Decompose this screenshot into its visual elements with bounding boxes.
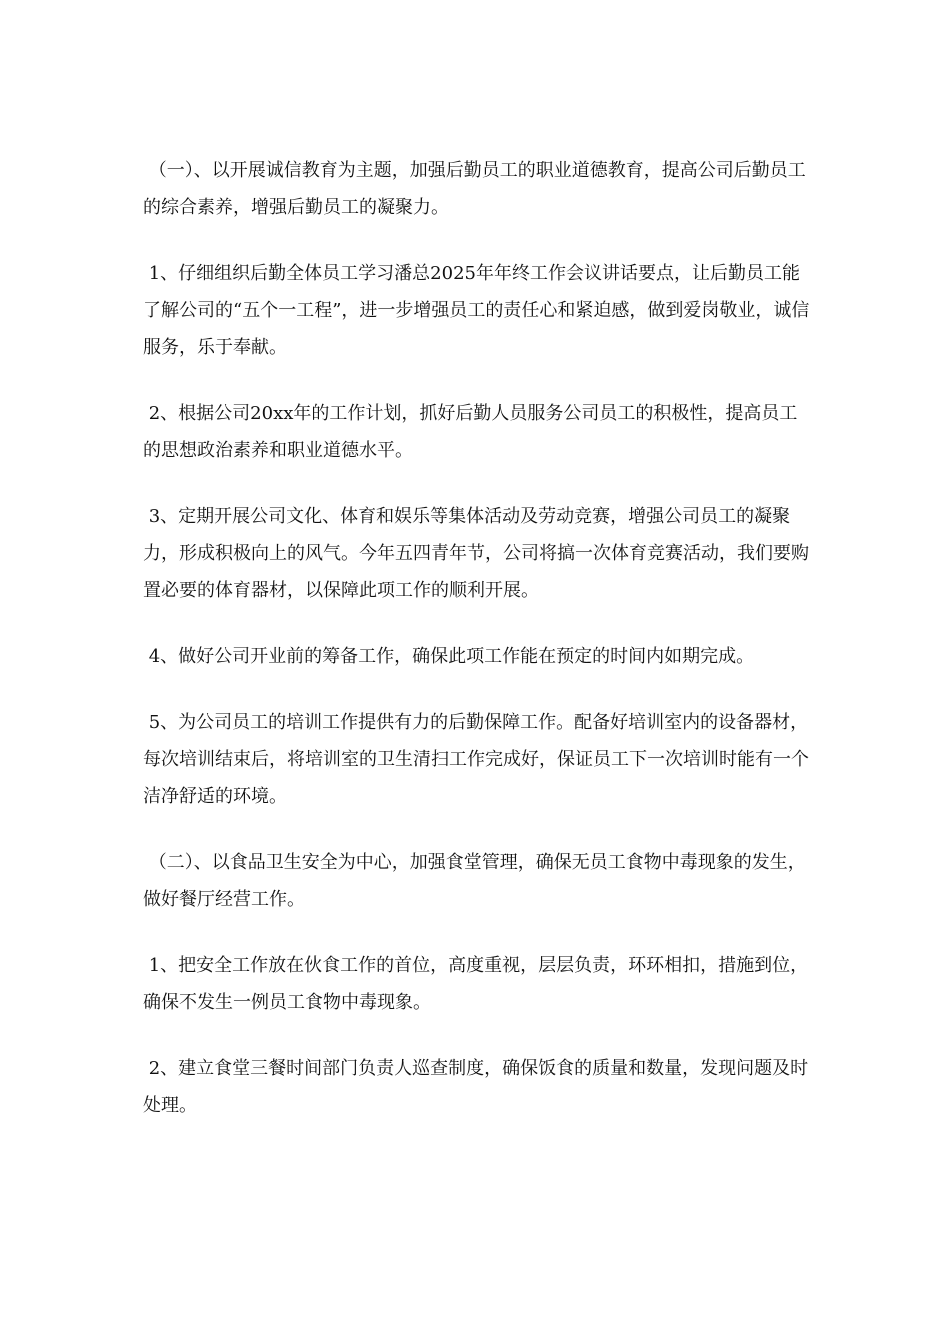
paragraph-item-1-5: 5、为公司员工的培训工作提供有力的后勤保障工作。配备好培训室内的设备器材，每次培训结束后，将培训室的卫生清扫工作完成好，保证员工下一次培训时能有一个洁净舒适的环境。 (143, 712, 809, 807)
paragraph-item-1-3: 3、定期开展公司文化、体育和娱乐等集体活动及劳动竞赛，增强公司员工的凝聚力，形成积极向上的风气。今年五四青年节，公司将搞一次体育竞赛活动，我们要购置必要的体育器材，以保障此项工作的顺利开展。 (143, 506, 809, 601)
paragraph-item-1-2: 2、根据公司20xx年的工作计划，抓好后勤人员服务公司员工的积极性，提高员工的思想政治素养和职业道德水平。 (143, 403, 798, 461)
paragraph-item-2-2: 2、建立食堂三餐时间部门负责人巡查制度，确保饭食的质量和数量，发现问题及时处理。 (143, 1058, 809, 1116)
section-heading-1: （一）、以开展诚信教育为主题，加强后勤员工的职业道德教育，提高公司后勤员工的综合素养，增强后勤员工的凝聚力。 (143, 160, 806, 218)
paragraph-item-1-1: 1、仔细组织后勤全体员工学习潘总2025年年终工作会议讲话要点，让后勤员工能了解公司的“五个一工程”，进一步增强员工的责任心和紧迫感，做到爱岗敬业，诚信服务，乐于奉献。 (143, 263, 810, 358)
paragraph-item-1-4: 4、做好公司开业前的筹备工作，确保此项工作能在预定的时间内如期完成。 (143, 646, 755, 667)
section-heading-2: （二）、以食品卫生安全为中心，加强食堂管理，确保无员工食物中毒现象的发生，做好餐厅经营工作。 (143, 852, 806, 910)
paragraph-item-2-1: 1、把安全工作放在伙食工作的首位，高度重视，层层负责，环环相扣，措施到位，确保不发生一例员工食物中毒现象。 (143, 955, 809, 1013)
document-body (143, 152, 815, 1153)
